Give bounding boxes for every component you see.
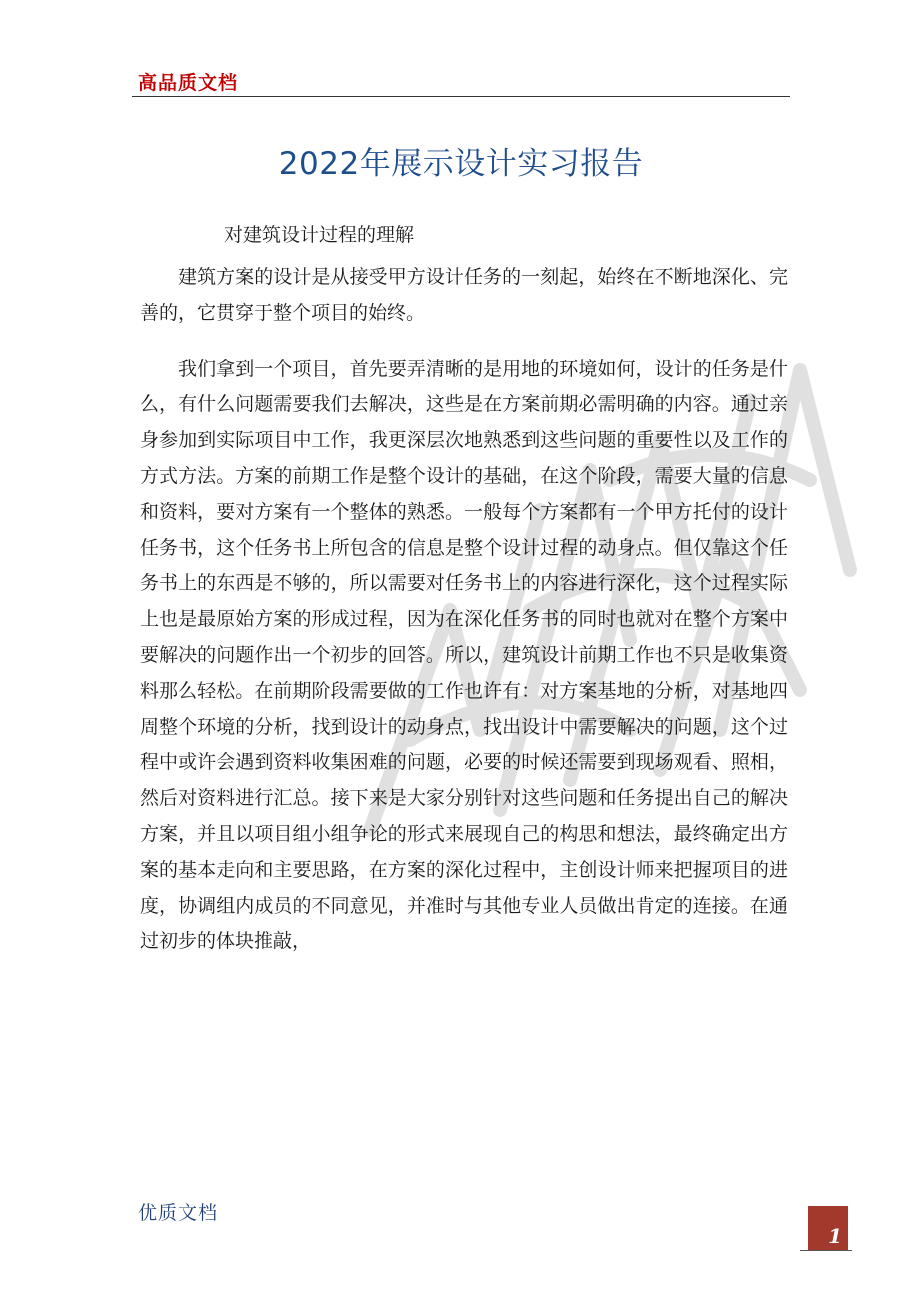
page-number-badge [808, 1206, 848, 1250]
paragraph: 我们拿到一个项目，首先要弄清晰的是用地的环境如何，设计的任务是什么，有什么问题需要我们去解决，这些是在方案前期必需明确的内容。通过亲身参加到实际项目中工作，我更深层次地熟悉到这些问题的重要性以及工作的方式方法。方案的前期工作是整个设计的基础，在这个阶段，需要大量的信息和资料，要对方案有一个整体的熟悉。一般每个方案都有一个甲方托付的设计任务书，这个任务书上所包含的信息是整个设计过程的动身点。但仅靠这个任务书上的东西是不够的，所以需要对任务书上的内容进行深化，这个过程实际上也是最原始方案的形成过程，因为在深化任务书的同时也就对在整个方案中要解决的问题作出一个初步的回答。所以，建筑设计前期工作也不只是收集资料那么轻松。在前期阶段需要做的工作也许有：对方案基地的分析，对基地四周整个环境的分析，找到设计的动身点，找出设计中需要解决的问题，这个过程中或许会遇到资料收集困难的问题，必要的时候还需要到现场观看、照相，然后对资料进行汇总。接下来是大家分别针对这些问题和任务提出自己的解决方案，并且以项目组小组争论的形式来展现自己的构思和想法，最终确定出方案的基本走向和主要思路，在方案的深化过程中，主创设计师来把握项目的进度，协调组内成员的不同意见，并准时与其他专业人员做出肯定的连接。在通过初步的体块推敲， [140, 357, 788, 953]
footer-label: 优质文档 [138, 1202, 219, 1224]
header-divider [132, 96, 790, 97]
document-title: 2022年展示设计实习报告 [278, 146, 644, 182]
page-number: 1 [828, 1224, 842, 1248]
paragraph: 建筑方案的设计是从接受甲方设计任务的一刻起，始终在不断地深化、完善的，它贯穿于整个项目的始终。 [140, 266, 788, 324]
page-number-underline [800, 1250, 852, 1251]
header-label: 高品质文档 [138, 72, 239, 94]
section-heading: 对建筑设计过程的理解 [224, 224, 415, 246]
document-body [140, 260, 788, 980]
